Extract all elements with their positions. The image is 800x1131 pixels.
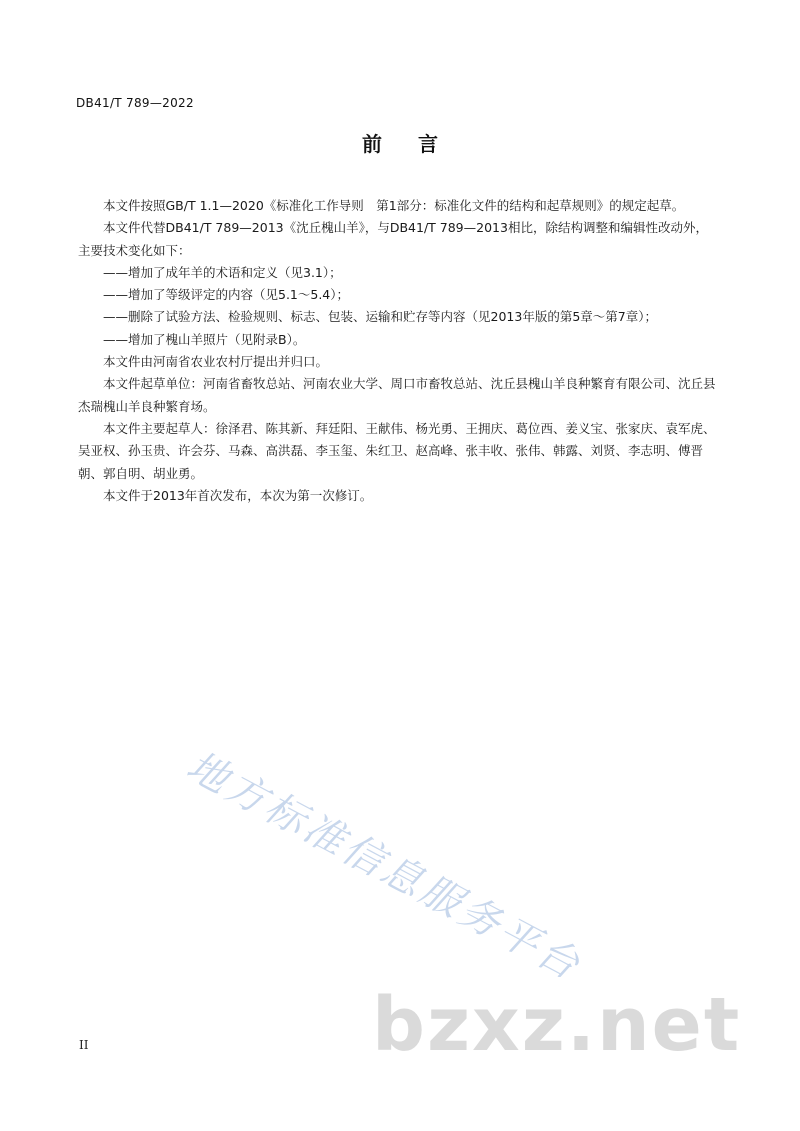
change-item: ——删除了试验方法、检验规则、标志、包装、运输和贮存等内容（见2013年版的第5章～第7章）； bbox=[103, 309, 657, 325]
paragraph-proposer: 本文件由河南省农业农村厅提出并归口。 bbox=[103, 354, 329, 370]
paragraph-replacement: 本文件代替DB41/T 789—2013《沈丘槐山羊》，与DB41/T 789—2013相比，除结构调整和编辑性改动外，主要技术变化如下： bbox=[78, 220, 708, 258]
foreword-body bbox=[78, 195, 718, 507]
page-title: 前言 bbox=[362, 132, 474, 156]
paragraph-drafting-rule: 本文件按照GB/T 1.1—2020《标准化工作导则 第1部分：标准化文件的结构和起草规则》的规定起草。 bbox=[103, 198, 685, 213]
paragraph-history: 本文件于2013年首次发布，本次为第一次修订。 bbox=[103, 487, 373, 503]
paragraph-drafting-units: 本文件起草单位：河南省畜牧总站、河南农业大学、周口市畜牧总站、沈丘县槐山羊良种繁育有限公司、沈丘县杰瑞槐山羊良种繁育场。 bbox=[78, 376, 716, 414]
page-number: II bbox=[79, 1038, 89, 1052]
platform-watermark: 地方标准信息服务平台 bbox=[179, 742, 590, 991]
document-code: DB41/T 789—2022 bbox=[76, 96, 194, 110]
change-item: ——增加了等级评定的内容（见5.1～5.4）； bbox=[103, 287, 350, 303]
site-watermark: bzxz.net bbox=[372, 982, 742, 1068]
change-item: ——增加了槐山羊照片（见附录B）。 bbox=[103, 331, 306, 347]
change-item: ——增加了成年羊的术语和定义（见3.1）； bbox=[103, 264, 342, 280]
paragraph-drafters: 本文件主要起草人：徐泽君、陈其新、拜廷阳、王献伟、杨光勇、王拥庆、葛位西、姜义宝、张家庆、袁军虎、吴亚权、孙玉贵、许会芬、马森、高洪磊、李玉玺、朱红卫、赵高峰、张丰收、张伟、韩露、刘贤、李志明、傅晋朝、郭自明、胡业勇。 bbox=[78, 420, 716, 481]
